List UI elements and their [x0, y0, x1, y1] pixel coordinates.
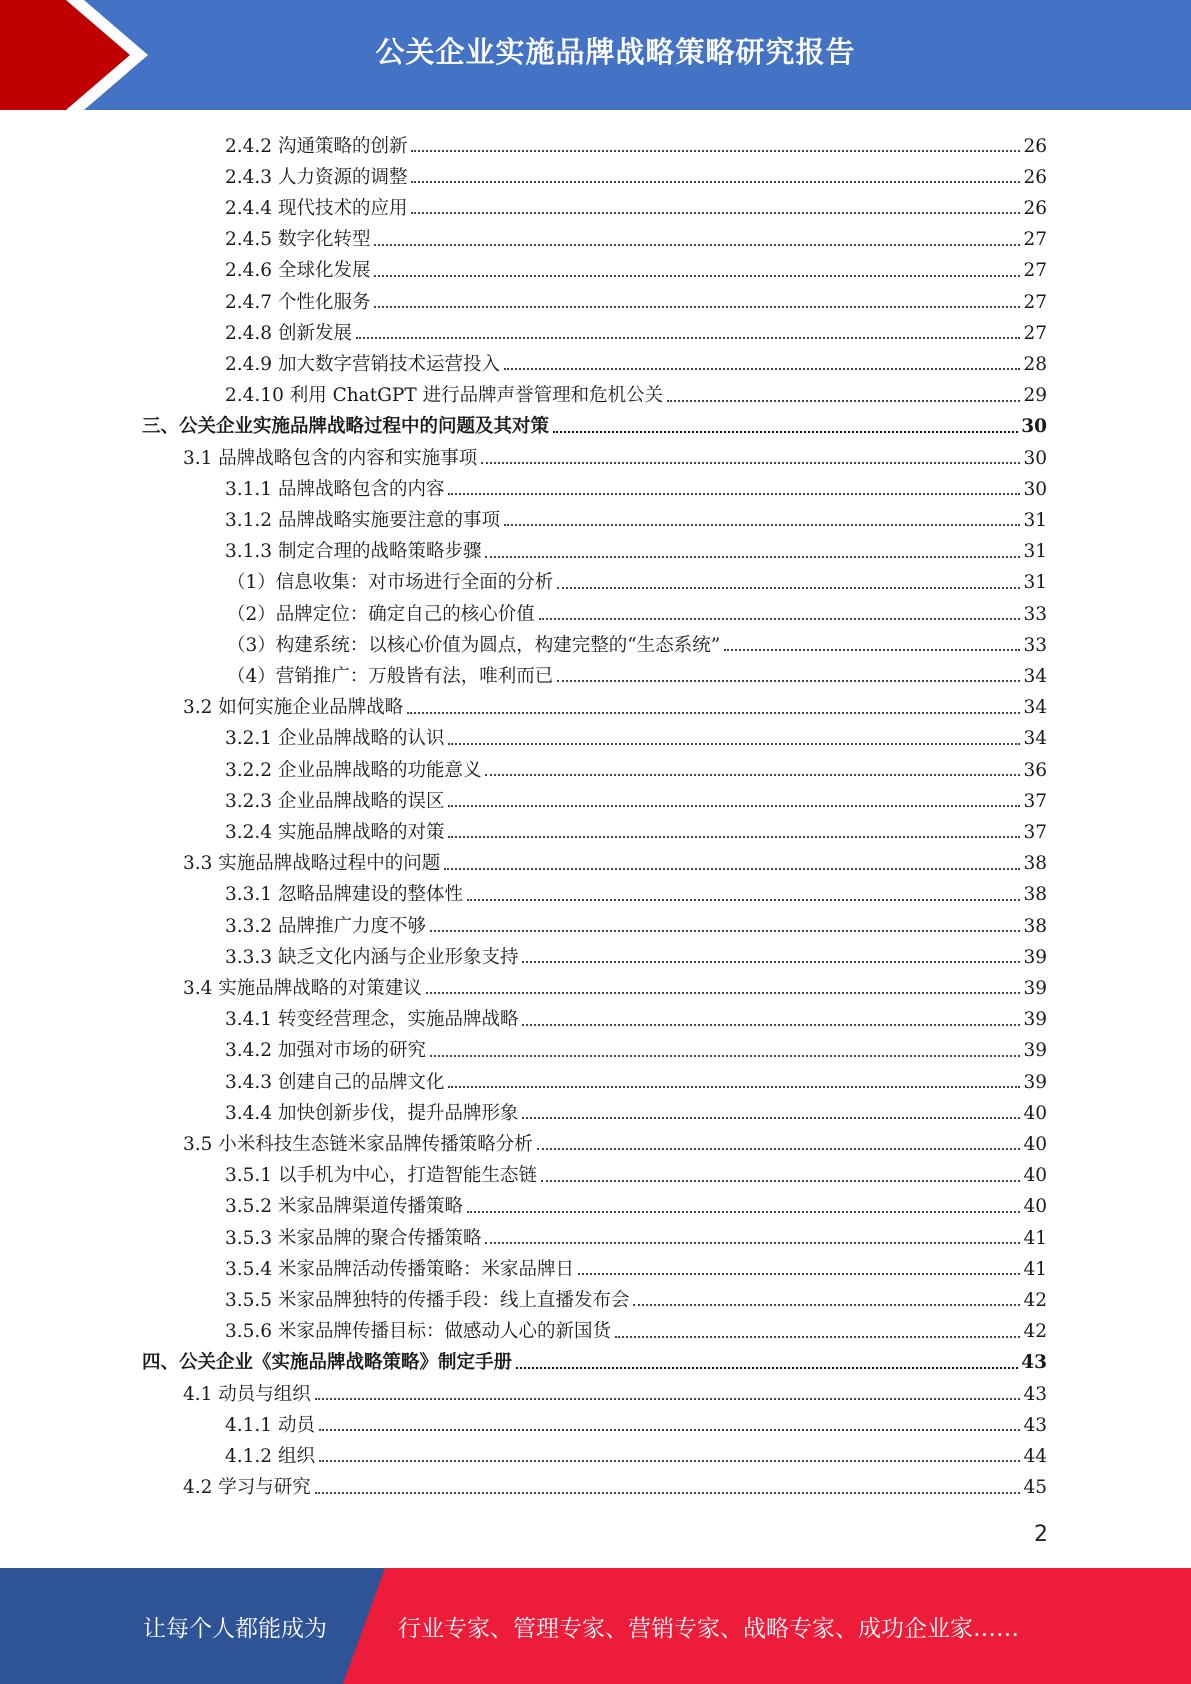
toc-entry-title: 3.1.2 品牌战略实施要注意的事项	[225, 509, 500, 531]
toc-entry-title: 三、公关企业实施品牌战略过程中的问题及其对策	[142, 416, 550, 438]
toc-entry[interactable]	[225, 720, 1047, 751]
toc-entry-page: 30	[1023, 447, 1047, 469]
toc-entry-title: 2.4.9 加大数字营销技术运营投入	[225, 353, 500, 375]
toc-entry-title: 2.4.2 沟通策略的创新	[225, 135, 408, 157]
toc-entry[interactable]	[183, 1375, 1047, 1406]
arrow-icon	[0, 0, 160, 110]
toc-entry-title: 3.5.3 米家品牌的聚合传播策略	[225, 1227, 482, 1249]
header-banner	[0, 0, 1191, 110]
toc-entry[interactable]	[225, 1063, 1047, 1094]
toc-entry[interactable]	[225, 1406, 1047, 1437]
toc-entry-title: 3.3.1 忽略品牌建设的整体性	[225, 884, 463, 906]
toc-dot-leader	[615, 1336, 1020, 1338]
toc-dot-leader	[319, 1460, 1021, 1462]
toc-dot-leader	[516, 1367, 1018, 1369]
toc-entry-title: 3.1.3 制定合理的战略策略步骤	[225, 541, 482, 563]
toc-dot-leader	[504, 524, 1020, 526]
toc-entry-page: 30	[1021, 416, 1047, 438]
toc-dot-leader	[430, 1055, 1020, 1057]
toc-dot-leader	[522, 961, 1020, 963]
toc-dot-leader	[356, 337, 1021, 339]
toc-entry[interactable]	[225, 283, 1047, 314]
toc-dot-leader	[374, 306, 1020, 308]
toc-entry[interactable]	[225, 1437, 1047, 1468]
toc-entry-page: 27	[1023, 229, 1047, 251]
toc-entry-title: 2.4.3 人力资源的调整	[225, 166, 408, 188]
toc-dot-leader	[448, 743, 1020, 745]
toc-entry[interactable]	[183, 1125, 1047, 1156]
toc-dot-leader	[467, 899, 1020, 901]
toc-entry-page: 31	[1023, 572, 1047, 594]
document-title: 公关企业实施品牌战略策略研究报告	[375, 34, 856, 69]
toc-entry[interactable]	[183, 439, 1047, 470]
toc-entry-title: （1）信息收集：对市场进行全面的分析	[227, 572, 554, 594]
toc-entry-title: 4.2 学习与研究	[183, 1477, 311, 1499]
toc-entry-page: 27	[1023, 322, 1047, 344]
toc-dot-leader	[467, 1211, 1020, 1213]
toc-entry-title: （2）品牌定位：确定自己的核心价值	[227, 603, 535, 625]
toc-entry-title: 3.2.3 企业品牌战略的误区	[225, 790, 445, 812]
toc-entry-page: 42	[1023, 1289, 1047, 1311]
toc-entry[interactable]	[227, 626, 1047, 657]
toc-entry-title: 3.5.5 米家品牌独特的传播手段：线上直播发布会	[225, 1289, 630, 1311]
toc-entry-title: 3.4.4 加快创新步伐，提升品牌形象	[225, 1102, 519, 1124]
toc-entry-page: 39	[1023, 946, 1047, 968]
toc-entry-title: 3.1.1 品牌战略包含的内容	[225, 478, 445, 500]
toc-entry[interactable]	[225, 533, 1047, 564]
toc-entry-page: 39	[1023, 1009, 1047, 1031]
toc-entry-title: 2.4.10 利用 ChatGPT 进行品牌声誉管理和危机公关	[225, 385, 664, 407]
toc-entry-title: 3.2.1 企业品牌战略的认识	[225, 728, 445, 750]
toc-entry-title: 2.4.4 现代技术的应用	[225, 197, 408, 219]
toc-entry-page: 39	[1023, 1040, 1047, 1062]
toc-entry-title: 3.5.4 米家品牌活动传播策略：米家品牌日	[225, 1258, 574, 1280]
toc-entry[interactable]	[142, 1344, 1047, 1375]
toc-entry-page: 26	[1023, 197, 1047, 219]
toc-dot-leader	[315, 1492, 1021, 1494]
toc-entry[interactable]	[225, 470, 1047, 501]
toc-entry[interactable]	[225, 501, 1047, 532]
toc-entry[interactable]	[225, 1032, 1047, 1063]
toc-entry[interactable]	[225, 1001, 1047, 1032]
toc-entry-page: 45	[1023, 1477, 1047, 1499]
toc-entry-page: 26	[1023, 166, 1047, 188]
toc-entry[interactable]	[225, 158, 1047, 189]
toc-entry-page: 37	[1023, 790, 1047, 812]
toc-dot-leader	[504, 368, 1020, 370]
footer-slogan: 行业专家、管理专家、营销专家、战略专家、成功企业家……	[398, 1615, 1019, 1642]
toc-dot-leader	[557, 587, 1020, 589]
toc-entry-title: 2.4.8 创新发展	[225, 322, 352, 344]
toc-entry-page: 37	[1023, 821, 1047, 843]
toc-dot-leader	[411, 150, 1020, 152]
toc-entry-page: 43	[1023, 1414, 1047, 1436]
toc-entry-page: 41	[1023, 1227, 1047, 1249]
toc-entry-page: 27	[1023, 260, 1047, 282]
toc-dot-leader	[578, 1273, 1020, 1275]
toc-entry-page: 39	[1023, 977, 1047, 999]
toc-entry-page: 42	[1023, 1321, 1047, 1343]
toc-entry-page: 43	[1021, 1352, 1047, 1374]
toc-entry[interactable]	[225, 751, 1047, 782]
toc-entry[interactable]	[183, 1469, 1047, 1500]
toc-entry-title: 3.5.1 以手机为中心，打造智能生态链	[225, 1165, 537, 1187]
toc-entry[interactable]	[225, 1157, 1047, 1188]
toc-dot-leader	[411, 181, 1020, 183]
toc-entry[interactable]	[225, 345, 1047, 376]
toc-dot-leader	[485, 1242, 1020, 1244]
toc-dot-leader	[448, 493, 1020, 495]
toc-entry-page: 43	[1023, 1383, 1047, 1405]
toc-entry-page: 41	[1023, 1258, 1047, 1280]
toc-entry-title: 3.4.2 加强对市场的研究	[225, 1040, 426, 1062]
toc-dot-leader	[319, 1429, 1021, 1431]
toc-entry-page: 38	[1023, 884, 1047, 906]
toc-entry[interactable]	[225, 876, 1047, 907]
toc-entry-page: 30	[1023, 478, 1047, 500]
toc-entry-title: 2.4.5 数字化转型	[225, 229, 371, 251]
toc-dot-leader	[448, 805, 1020, 807]
toc-dot-leader	[315, 1398, 1021, 1400]
toc-entry[interactable]	[225, 1250, 1047, 1281]
toc-entry-page: 44	[1023, 1445, 1047, 1467]
toc-entry-title: 3.3 实施品牌战略过程中的问题	[183, 853, 441, 875]
toc-entry-page: 40	[1023, 1133, 1047, 1155]
toc-entry[interactable]	[225, 1094, 1047, 1125]
footer-banner	[0, 1568, 1191, 1684]
toc-entry-title: 3.5.2 米家品牌渠道传播策略	[225, 1196, 463, 1218]
toc-entry-page: 33	[1023, 634, 1047, 656]
toc-entry[interactable]	[225, 252, 1047, 283]
toc-entry[interactable]	[225, 127, 1047, 158]
toc-entry[interactable]	[227, 595, 1047, 626]
toc-dot-leader	[541, 1180, 1020, 1182]
toc-entry-title: 3.4 实施品牌战略的对策建议	[183, 977, 422, 999]
toc-dot-leader	[553, 431, 1018, 433]
toc-dot-leader	[485, 556, 1020, 558]
toc-entry-title: 3.2.2 企业品牌战略的功能意义	[225, 759, 482, 781]
toc-entry-title: 四、公关企业《实施品牌战略策略》制定手册	[142, 1352, 513, 1374]
toc-entry[interactable]	[227, 564, 1047, 595]
toc-entry-page: 27	[1023, 291, 1047, 313]
footer-slogan-lead: 让每个人都能成为	[143, 1615, 327, 1642]
toc-dot-leader	[522, 1024, 1020, 1026]
toc-dot-leader	[426, 992, 1021, 994]
toc-entry-page: 26	[1023, 135, 1047, 157]
toc-dot-leader	[430, 930, 1020, 932]
toc-dot-leader	[411, 212, 1020, 214]
toc-entry-page: 34	[1023, 697, 1047, 719]
toc-entry-page: 33	[1023, 603, 1047, 625]
toc-dot-leader	[407, 712, 1020, 714]
toc-entry[interactable]	[225, 938, 1047, 969]
toc-entry-title: 3.4.3 创建自己的品牌文化	[225, 1071, 445, 1093]
toc-entry-title: 3.3.2 品牌推广力度不够	[225, 915, 426, 937]
toc-entry[interactable]	[225, 1219, 1047, 1250]
toc-dot-leader	[557, 680, 1020, 682]
toc-dot-leader	[444, 868, 1020, 870]
toc-entry-title: 3.1 品牌战略包含的内容和实施事项	[183, 447, 478, 469]
toc-entry[interactable]	[225, 377, 1047, 408]
toc-entry-page: 34	[1023, 665, 1047, 687]
toc-dot-leader	[481, 462, 1020, 464]
toc-entry[interactable]	[225, 221, 1047, 252]
toc-dot-leader	[374, 275, 1020, 277]
toc-entry-title: 4.1.2 组织	[225, 1445, 315, 1467]
toc-dot-leader	[539, 618, 1021, 620]
toc-dot-leader	[537, 1148, 1021, 1150]
toc-entry-page: 39	[1023, 1071, 1047, 1093]
page-number: 2	[1034, 1522, 1048, 1547]
toc-dot-leader	[485, 774, 1020, 776]
toc-entry[interactable]	[225, 1188, 1047, 1219]
toc-entry[interactable]	[183, 689, 1047, 720]
toc-entry-page: 40	[1023, 1102, 1047, 1124]
toc-entry[interactable]	[225, 907, 1047, 938]
toc-entry[interactable]	[225, 314, 1047, 345]
toc-entry-page: 31	[1023, 509, 1047, 531]
toc-entry-title: 4.1 动员与组织	[183, 1383, 311, 1405]
toc-dot-leader	[633, 1304, 1020, 1306]
toc-entry-title: 2.4.6 全球化发展	[225, 260, 371, 282]
toc-entry-page: 40	[1023, 1196, 1047, 1218]
toc-dot-leader	[724, 649, 1020, 651]
toc-dot-leader	[374, 244, 1020, 246]
toc-entry-title: 3.3.3 缺乏文化内涵与企业形象支持	[225, 946, 519, 968]
toc-entry-page: 34	[1023, 728, 1047, 750]
toc-entry-title: （3）构建系统：以核心价值为圆点，构建完整的“生态系统”	[227, 634, 721, 656]
toc-entry-page: 36	[1023, 759, 1047, 781]
toc-entry[interactable]	[225, 1313, 1047, 1344]
toc-entry-title: 3.5.6 米家品牌传播目标：做感动人心的新国货	[225, 1321, 611, 1343]
toc-entry[interactable]	[225, 782, 1047, 813]
toc-entry-page: 28	[1023, 353, 1047, 375]
toc-dot-leader	[448, 1086, 1020, 1088]
toc-entry[interactable]	[225, 1281, 1047, 1312]
toc-entry-title: 3.2 如何实施企业品牌战略	[183, 697, 404, 719]
toc-entry-title: 3.4.1 转变经营理念，实施品牌战略	[225, 1009, 519, 1031]
toc-dot-leader	[448, 836, 1020, 838]
toc-entry[interactable]	[142, 408, 1047, 439]
toc-entry[interactable]	[183, 969, 1047, 1000]
toc-entry-title: 3.2.4 实施品牌战略的对策	[225, 821, 445, 843]
toc-dot-leader	[667, 400, 1020, 402]
toc-entry-page: 40	[1023, 1165, 1047, 1187]
toc-entry-page: 31	[1023, 541, 1047, 563]
toc-entry-title: 3.5 小米科技生态链米家品牌传播策略分析	[183, 1133, 533, 1155]
toc-entry-page: 29	[1023, 385, 1047, 407]
toc-entry-title: 2.4.7 个性化服务	[225, 291, 371, 313]
toc-entry[interactable]	[225, 813, 1047, 844]
toc-entry[interactable]	[225, 189, 1047, 220]
toc-entry-title: （4）营销推广：万般皆有法，唯利而已	[227, 665, 554, 687]
toc-entry-title: 4.1.1 动员	[225, 1414, 315, 1436]
toc-entry[interactable]	[227, 657, 1047, 688]
toc-entry[interactable]	[183, 845, 1047, 876]
toc-entry-page: 38	[1023, 915, 1047, 937]
toc-entry-page: 38	[1023, 853, 1047, 875]
toc-dot-leader	[522, 1117, 1020, 1119]
